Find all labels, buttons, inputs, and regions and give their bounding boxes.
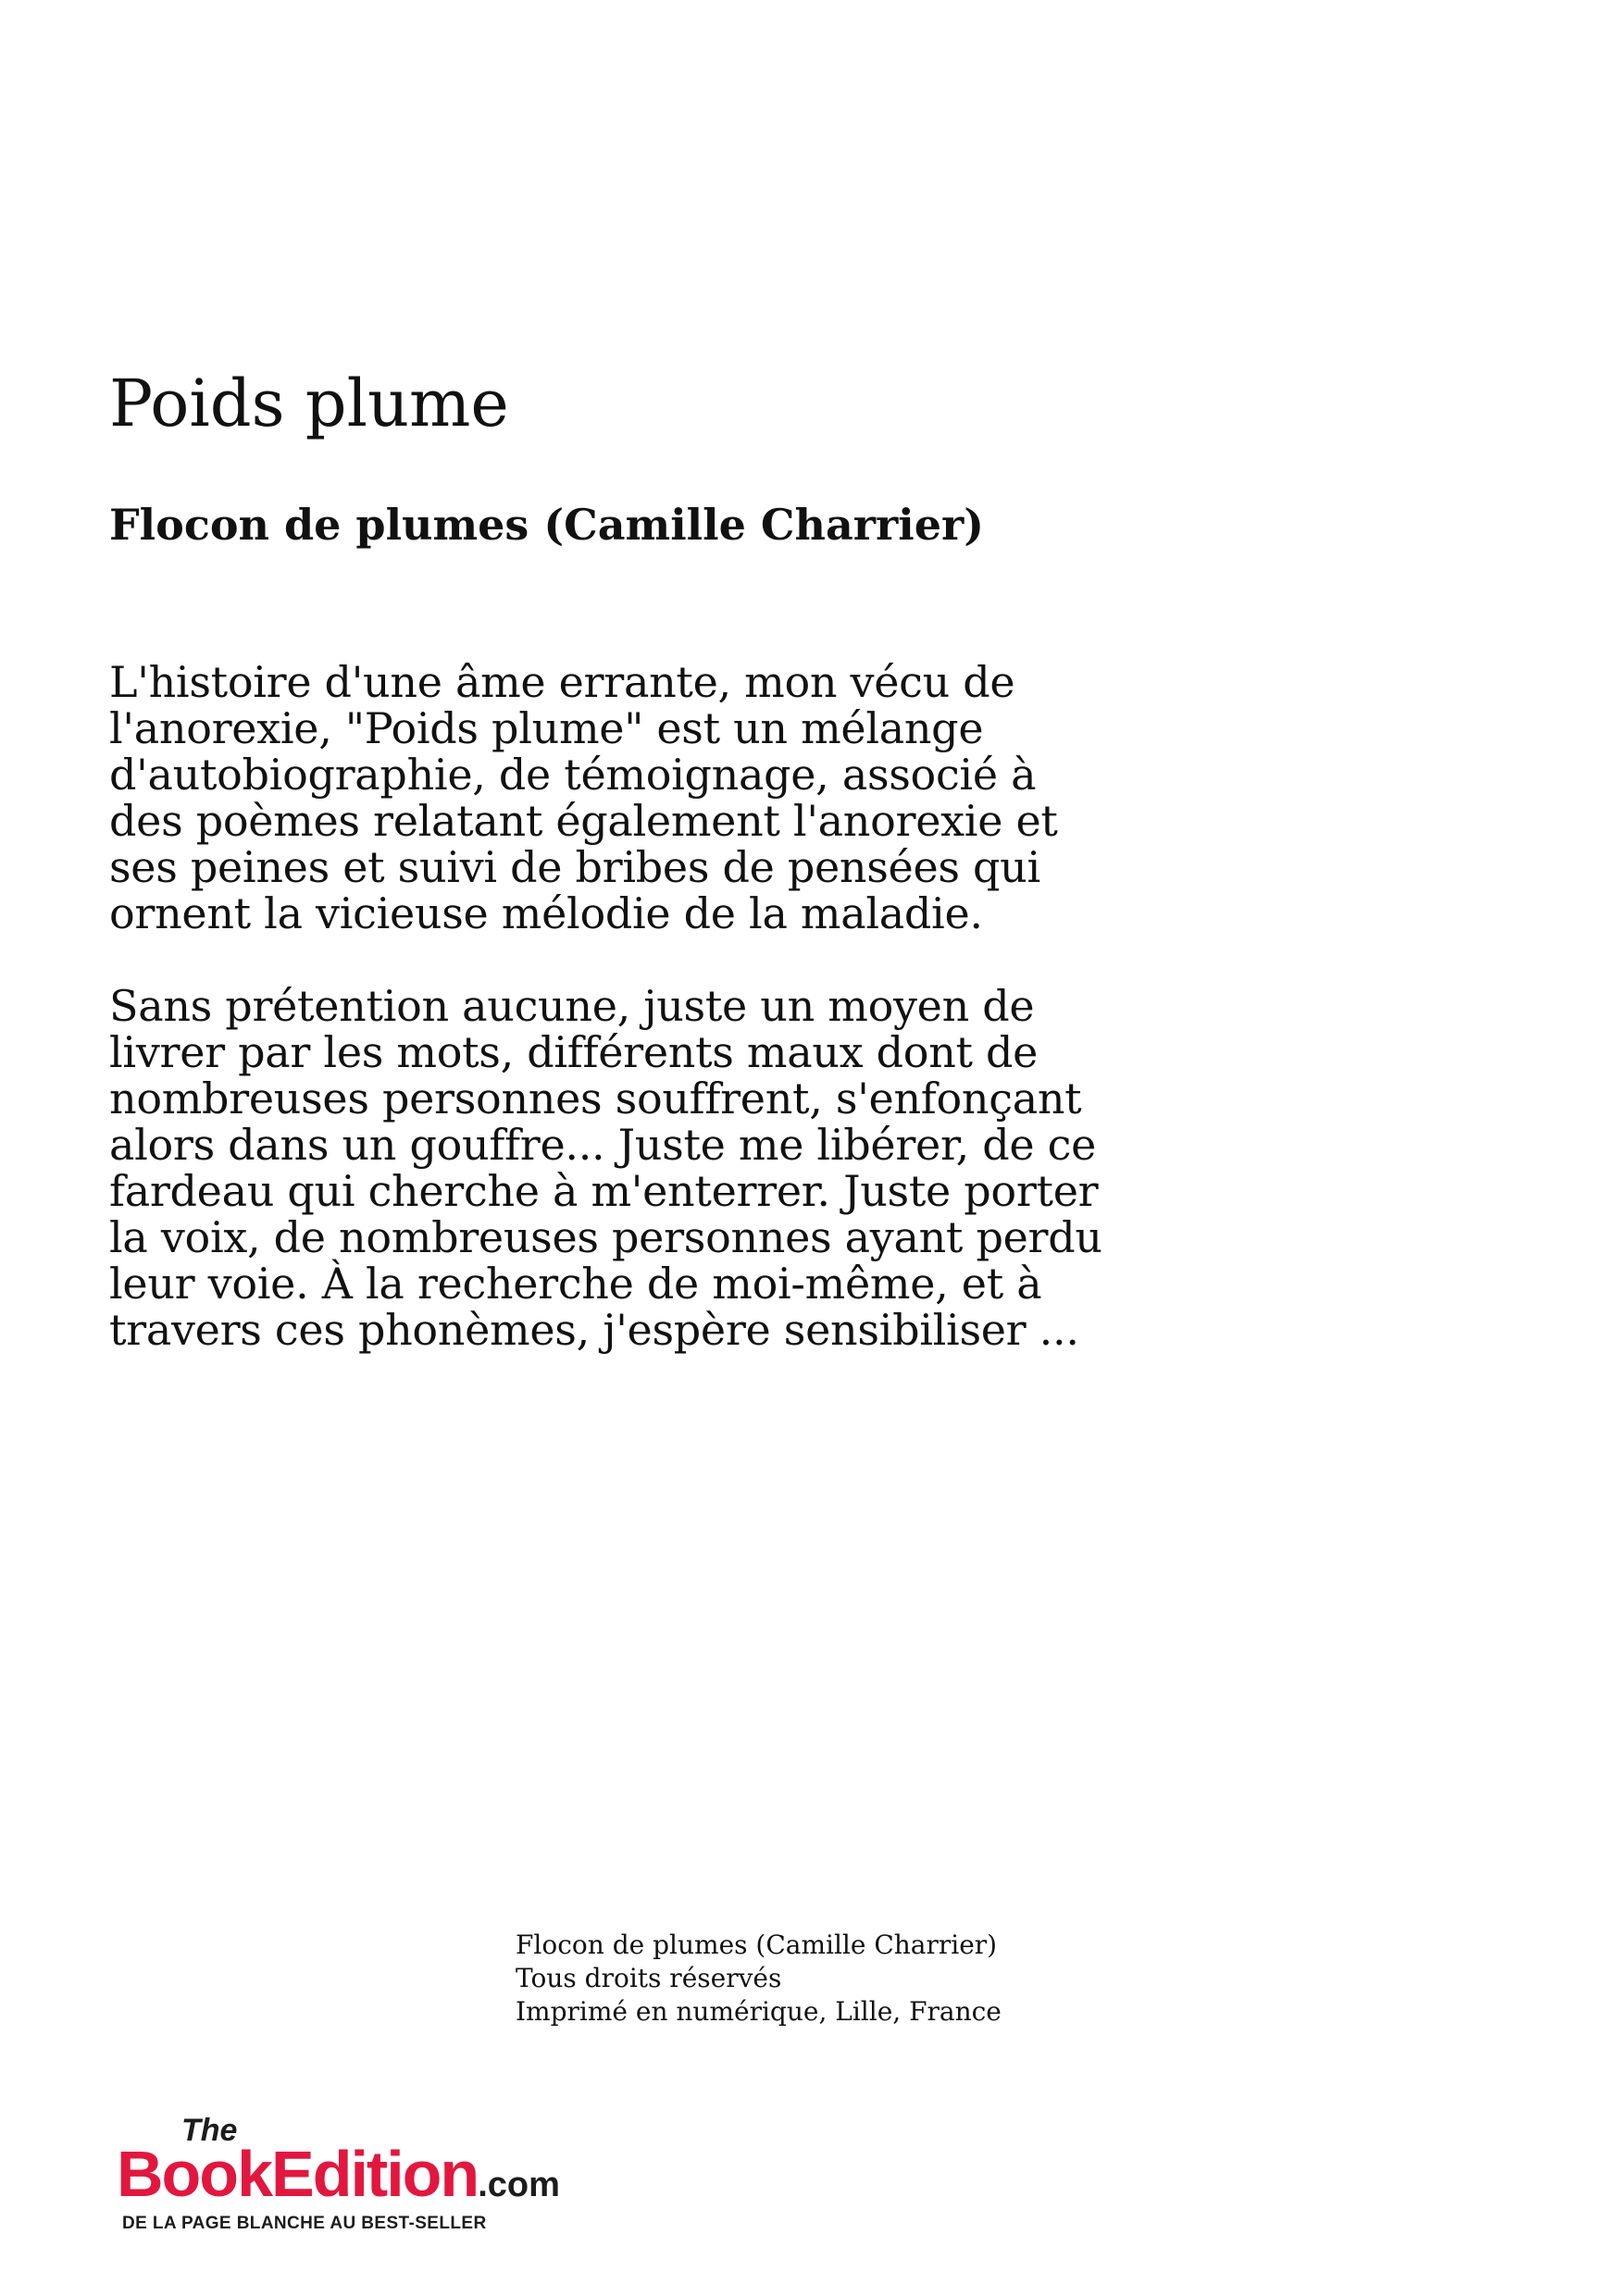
imprint-author: Flocon de plumes (Camille Charrier) — [516, 1930, 998, 1960]
book-author: Flocon de plumes (Camille Charrier) — [109, 500, 984, 550]
blurb-line: des poèmes relatant également l'anorexie et — [109, 796, 1058, 846]
logo-book-text: Book — [117, 2138, 271, 2210]
logo-wordmark — [117, 2138, 560, 2210]
blurb-line: ses peines et suivi de bribes de pensées qui — [109, 842, 1040, 892]
bookedition-logo — [117, 2110, 672, 2240]
blurb-line: travers ces phonèmes, j'espère sensibiliser ... — [109, 1305, 1079, 1355]
blurb-line: alors dans un gouffre... Juste me libérer, de ce — [109, 1120, 1096, 1170]
blurb-line: nombreuses personnes souffrent, s'enfonçant — [109, 1074, 1082, 1123]
book-title: Poids plume — [109, 366, 509, 441]
blurb-line: leur voie. À la recherche de moi-même, et à — [109, 1259, 1042, 1309]
back-cover-blurb — [109, 659, 1257, 1399]
imprint-printed: Imprimé en numérique, Lille, France — [516, 1996, 1002, 2027]
logo-the-text: The — [181, 2113, 238, 2148]
imprint-rights: Tous droits réservés — [516, 1963, 782, 1993]
logo-domain-text: .com — [478, 2166, 560, 2204]
blurb-line: Sans prétention aucune, juste un moyen de — [109, 981, 1035, 1031]
logo-edition-text: Edition — [271, 2138, 479, 2210]
blurb-paragraph-2 — [109, 983, 1257, 1353]
blurb-line: ornent la vicieuse mélodie de la maladie. — [109, 888, 983, 938]
blurb-line: la voix, de nombreuses personnes ayant perdu — [109, 1212, 1102, 1262]
blurb-line: livrer par les mots, différents maux dont de — [109, 1027, 1039, 1077]
blurb-line: d'autobiographie, de témoignage, associé à — [109, 750, 1037, 800]
blurb-line: fardeau qui cherche à m'enterrer. Juste porter — [109, 1166, 1099, 1216]
imprint-block — [516, 1929, 1002, 2029]
logo-tagline-text: DE LA PAGE BLANCHE AU BEST-SELLER — [122, 2214, 487, 2233]
blurb-line: L'histoire d'une âme errante, mon vécu de — [109, 657, 1015, 707]
blurb-line: l'anorexie, "Poids plume" est un mélange — [109, 703, 984, 753]
blurb-paragraph-1 — [109, 659, 1257, 937]
bookedition-logo-graphic — [117, 2110, 672, 2240]
